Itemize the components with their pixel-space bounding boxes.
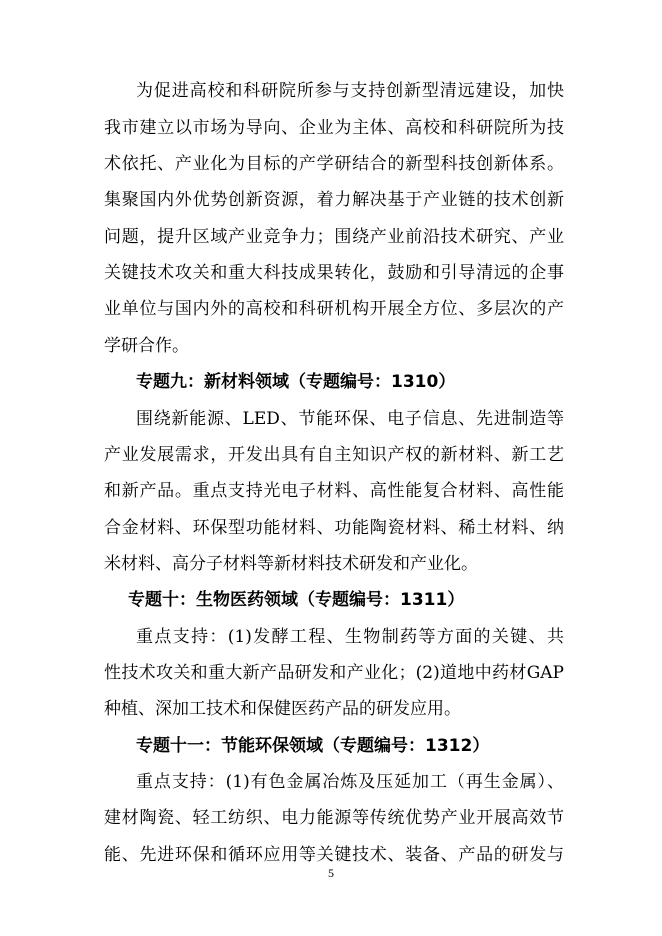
page-number: 5: [328, 866, 334, 880]
section-9-line-4: 合金材料、环保型功能材料、功能陶瓷材料、稀土材料、纳: [104, 518, 564, 538]
intro-line-2: 我市建立以市场为导向、企业为主体、高校和科研院所为技: [104, 118, 564, 138]
section-9-line-5: 米材料、高分子材料等新材料技术研发和产业化。: [104, 554, 478, 574]
section-9-line-1: 围绕新能源、LED、节能环保、电子信息、先进制造等: [136, 409, 564, 429]
intro-line-6: 关键技术攻关和重大科技成果转化，鼓励和引导清远的企事: [104, 263, 564, 283]
section-11-line-1: 重点支持：(1)有色金属冶炼及压延加工（再生金属）、: [136, 772, 564, 792]
section-9-line-3: 和新产品。重点支持光电子材料、高性能复合材料、高性能: [104, 481, 564, 501]
intro-line-1: 为促进高校和科研院所参与支持创新型清远建设，加快: [136, 81, 564, 101]
intro-line-8: 学研合作。: [104, 336, 189, 356]
section-11-heading: 专题十一：节能环保领域（专题编号：1312）: [136, 736, 490, 756]
intro-line-5: 问题，提升区域产业竞争力；围绕产业前沿技术研究、产业: [104, 227, 564, 247]
section-9-line-2: 产业发展需求，开发出具有自主知识产权的新材料、新工艺: [104, 445, 564, 465]
intro-line-7: 业单位与国内外的高校和科研机构开展全方位、多层次的产: [104, 299, 564, 319]
section-10-line-3: 种植、深加工技术和保健医药产品的研发应用。: [104, 699, 461, 719]
section-10-heading: 专题十：生物医药领域（专题编号：1311）: [128, 590, 465, 610]
section-11-line-3: 能、先进环保和循环应用等关键技术、装备、产品的研发与: [104, 845, 564, 865]
section-9-heading: 专题九：新材料领域（专题编号：1310）: [136, 372, 456, 392]
intro-line-4: 集聚国内外优势创新资源，着力解决基于产业链的技术创新: [104, 190, 564, 210]
intro-line-3: 术依托、产业化为目标的产学研结合的新型科技创新体系。: [104, 154, 564, 174]
section-10-line-1: 重点支持：(1)发酵工程、生物制药等方面的关键、共: [136, 627, 564, 647]
section-10-line-2: 性技术攻关和重大新产品研发和产业化；(2)道地中药材GAP: [104, 663, 564, 683]
section-11-line-2: 建材陶瓷、轻工纺织、电力能源等传统优势产业开展高效节: [104, 808, 564, 828]
